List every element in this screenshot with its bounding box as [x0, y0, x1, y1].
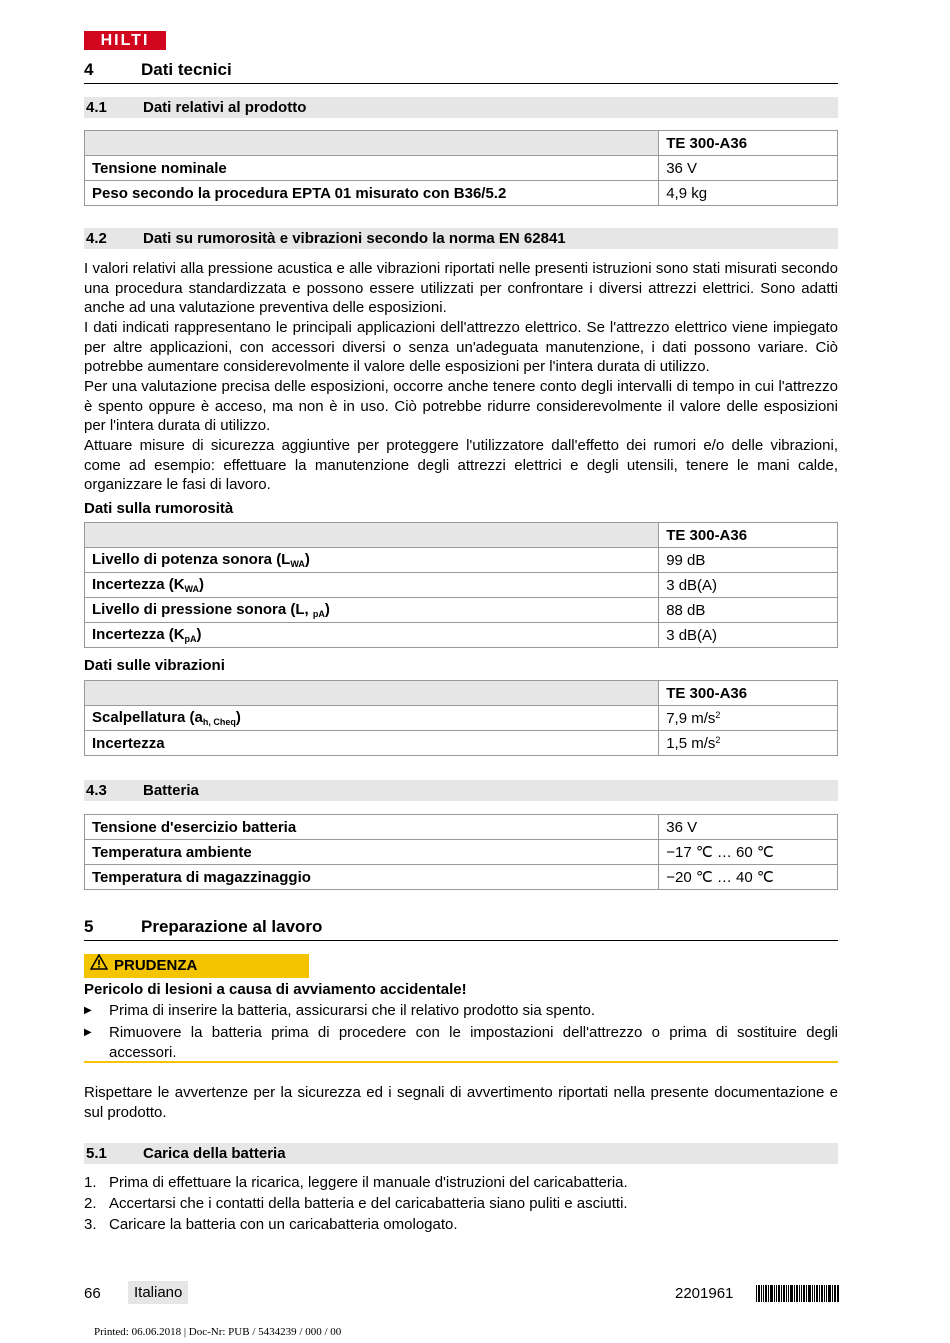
table-row: Temperatura ambiente −17 ℃ … 60 ℃	[85, 840, 838, 865]
table-header-row: TE 300-A36	[85, 131, 838, 156]
table-row: Incertezza $(K_{WA})$ 3 dB(A)	[85, 573, 838, 598]
table-row: Incertezza 1,5 $m/s^2$	[85, 731, 838, 756]
table-row: Incertezza $(K_{pA})$ 3 dB(A)	[85, 623, 838, 648]
table-header-row: TE 300-A36	[85, 681, 838, 706]
warning-label: PRUDENZA	[84, 954, 309, 978]
vibration-data-title: Dati sulle vibrazioni	[84, 657, 225, 674]
warning-title: Pericolo di lesioni a causa di avviamento accidentale!	[84, 981, 467, 998]
list-item: ▶ Rimuovere la batteria prima di procedere con le impostazioni dell'attrezzo o prima di sostituire degli accessori.	[84, 1024, 838, 1061]
subsection-heading: 4.3 Batteria	[84, 780, 838, 801]
bullet-arrow-icon: ▶	[84, 1027, 92, 1038]
subsection-heading: 5.1 Carica della batteria	[84, 1143, 838, 1164]
paragraph: I dati indicati rappresentano le principali applicazioni dell'attrezzo elettrico. Se l'attrezzo elettrico viene impiegato per altre applicazioni, con accessori diversi o senza un'adeguata manutenzione, i dati possono variare. Ciò potrebbe aumentare considerevolmente il valore delle esposizioni per l'intera durata di utilizzo.	[84, 319, 838, 375]
battery-data-table	[84, 814, 838, 890]
table-row: Tensione d'esercizio batteria 36 V	[85, 815, 838, 840]
table-row: Peso secondo la procedura EPTA 01 misurato con B36/5.2 4,9 kg	[85, 181, 838, 206]
table-row: Livello di pressione sonora (L, $_{pA}$) 88 dB	[85, 598, 838, 623]
list-item: 1. Prima di effettuare la ricarica, leggere il manuale d'istruzioni del caricabatteria.	[84, 1174, 628, 1191]
barcode-icon	[756, 1285, 839, 1302]
warning-divider	[84, 1061, 838, 1063]
vibration-data-table	[84, 680, 838, 756]
subsection-heading: 4.1 Dati relativi al prodotto	[84, 97, 838, 118]
list-item: 2. Accertarsi che i contatti della batteria e del caricabatteria siano puliti e asciutti.	[84, 1195, 628, 1212]
table-header-row: TE 300-A36	[85, 523, 838, 548]
paragraph: I valori relativi alla pressione acustica e alle vibrazioni riportati nelle presenti istruzioni sono stati misurati secondo una procedura standardizzata e possono essere utilizzati per confrontare i diversi attrezzi elettrici. Sono adatti anche ad una valutazione preventiva delle esposizioni.	[84, 260, 838, 316]
noise-data-table	[84, 522, 838, 648]
noise-data-title: Dati sulla rumorosità	[84, 500, 234, 517]
paragraph: Per una valutazione precisa delle esposizioni, occorre anche tenere conto degli intervalli di tempo in cui l'attrezzo è spento oppure è acceso, ma non è in uso. Ciò potrebbe ridurre considerevolmente il valore delle esposizioni per l'intera durata di utilizzo.	[84, 378, 838, 434]
list-item: ▶ Prima di inserire la batteria, assicurarsi che il relativo prodotto sia spento.	[84, 1002, 596, 1019]
table-row: Tensione nominale 36 V	[85, 156, 838, 181]
paragraph: Rispettare le avvertenze per la sicurezza ed i segnali di avvertimento riportati nella presente documentazione e sul prodotto.	[84, 1084, 838, 1121]
section-heading: 5 Preparazione al lavoro	[84, 916, 838, 941]
table-row: Scalpellatura $(a_{h, Cheq})$ 7,9 $m/s^2$	[85, 706, 838, 731]
print-info: Printed: 06.06.2018 | Doc-Nr: PUB / 5434239 / 000 / 00	[94, 1326, 342, 1338]
subsection-heading: 4.2 Dati su rumorosità e vibrazioni secondo la norma EN 62841	[84, 228, 838, 249]
table-row: Livello di potenza sonora $(L_{WA})$ 99 dB	[85, 548, 838, 573]
product-data-table	[84, 130, 838, 206]
warning-triangle-icon	[84, 954, 114, 978]
language-label: Italiano	[128, 1281, 188, 1304]
table-row: Temperatura di magazzinaggio −20 ℃ … 40 ℃	[85, 865, 838, 890]
section-heading: 4 Dati tecnici	[84, 59, 838, 84]
page-number: 66	[84, 1285, 101, 1302]
document-number: 2201961	[675, 1285, 734, 1302]
bullet-arrow-icon: ▶	[84, 1005, 92, 1016]
list-item: 3. Caricare la batteria con un caricabatteria omologato.	[84, 1216, 458, 1233]
hilti-logo: HILTI	[84, 31, 166, 50]
paragraph: Attuare misure di sicurezza aggiuntive per proteggere l'utilizzatore dall'effetto dei rumori e/o delle vibrazioni, come ad esempio: effettuare la manutenzione degli attrezzi elettrici e degli utensili, tenere le mani calde, organizzare le fasi di lavoro.	[84, 437, 838, 493]
